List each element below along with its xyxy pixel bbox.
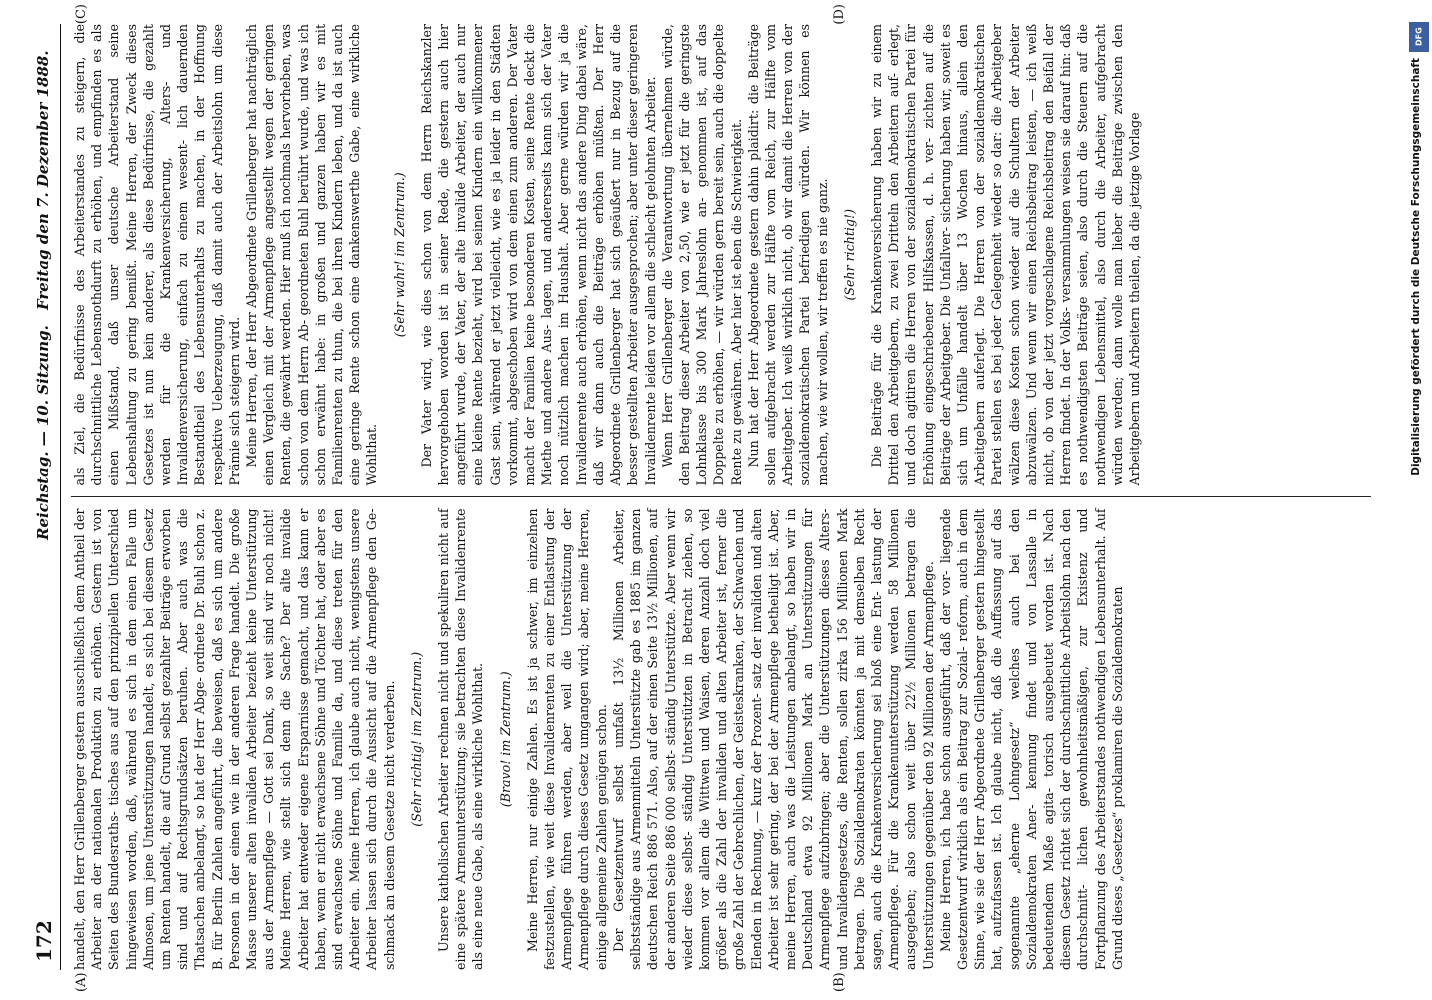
margin-marker-d: (D) <box>832 4 847 25</box>
paragraph: Unsere katholischen Arbeiter rechnen nicht und spekuliren nicht auf eine spätere Armenunterstützung; sie betrachten diese Invalidenrente als eine neue Gabe, als eine wirkliche Wohlthat. <box>436 508 486 970</box>
paragraph: Nun hat der Herr Abgeordnete gestern dahin plaidirt: die Beiträge sollen aufgebracht werden zur Hälfte vom Reich, zur Hälfte vom Arbeitgeber. Ich weiß wirklich nicht, ob wir damit die Herren von der sozialdemokratischen Partei befriedigen würden. Wir können es machen, wie wir wollen, wir treffen es nie ganz. <box>745 24 830 486</box>
session-date: Freitag den 7. Dezember 1888. <box>34 50 52 310</box>
dfg-digitization-stamp <box>1408 22 1430 482</box>
margin-marker-b: (B) <box>832 972 847 992</box>
stage-direction: (Sehr richtig! im Zentrum.) <box>408 651 424 827</box>
paragraph: Meine Herren, nur einige Zahlen. Es ist ja schwer, im einzelnen festzustellen, wie weit diese Invalidenrenten zu einer Entlastung der Armenpflege führen werden, aber weil die Unterstützung der Armenpflege durch dieses Gesetz umgangen wird; aber, meine Herren, einige allgemeine Zahlen genügen schon. <box>524 508 609 970</box>
text-columns <box>71 4 1371 992</box>
paragraph: Der Gesetzentwurf selbst umfaßt 13½ Millionen Arbeiter, selbstständige aus Armenmitteln Unterstützte gab es 1885 im ganzen deutschen Reich 886 571. Also, auf der einen Seite 13½ Millionen, auf der anderen Seite 886 000 selbst- ständig Unterstützte. Aber wenn wir wieder diese selbst- ständig Unterstützten in Betracht ziehen, so kommen vor allem die Wittwen und Waisen, deren Anzahl doch viel größer als die Zahl der invaliden und alten Arbeiter ist, ferner die große Zahl der Gebrechlichen, der Geisteskranken, der Schwachen und Elenden in Rechnung, — kurz der Prozent- satz der invaliden und alten Arbeiter ist sehr gering, der bei der Armenpflege betheiligt ist. Aber, meine Herren, auch was die Leistungen anbelangt, so haben wir in Deutschland etwa 92 Millionen Mark an Unterstützungen für Armenpflege aufzubringen; aber die Unterstützungen dieses Alters- und Invalidengesetzes, die Renten, sollen zirka 156 Millionen Mark betragen. Die Sozialdemokraten könnten ja mit demselben Recht sagen, auch die Krankenversicherung sei bloß eine Ent- lastung der Armenpflege. Für die Krankenunterstützung werden 58 Millionen ausgegeben; also schon weit über 22½ Millionen betragen die Unterstützungen gegenüber den 92 Millionen der Armenpflege. <box>610 508 936 970</box>
stage-direction: (Sehr richtig!) <box>841 209 857 301</box>
paragraph: Meine Herren, ich habe schon ausgeführt, daß der vor- liegende Gesetzentwurf wirklich als ein Beitrag zur Sozial- reform, auch in dem Sinne, wie sie der Herr Abgeordnete Grillenberger gestern hingestellt hat, aufzufassen ist. Ich glaube nicht, daß die Auffassung auf das sogenannte „eherne Lohngesetz“ welches auch bei den Sozialdemokraten Aner- kennung findet und von Lassalle in bedeutendem Maße agita- torisch ausgebeutet worden ist. Nach diesem Gesetz richtet sich der durchschnittliche Arbeitslohn nach den durchschnitt- lichen gewohnheitsmäßigen, zur Existenz und Fortpflanzung des Arbeiterstandes nothwendigen Lebensunterhalt. Auf Grund dieses „Gesetzes“ proklamiren die Sozialdemokraten <box>937 508 1125 970</box>
page-header <box>26 24 61 970</box>
paragraph: als Ziel, die Bedürfnisse des Arbeiterstandes zu steigern, die durchschnittliche Lebensnothdurft zu erhöhen, und empfinden es als einen Mißstand, daß unser deutsche Arbeiterstand seine Lebenshaltung zu gering bemißt. Meine Herren, der Zweck dieses Gesetzes ist nun kein anderer, als diese Bedürfnisse, die gezahlt werden für die Krankenversicherung, Alters- und Invalidenversicherung, einfach zu einem wesent- lich dauernden Bestandtheil des Lebensunterhalts zu machen, in der Hoffnung respektive Ueberzeugung, daß damit auch der Arbeitslohn um diese Prämie sich steigern wird. <box>72 24 242 486</box>
paragraph: Meine Herren, der Herr Abgeordnete Grillenberger hat nachträglich einen Vergleich mit der Armenpflege angestellt wegen der geringen Renten, die gewährt werden. Hier muß ich nochmals hervorheben, was schon von dem Herrn Ab- geordneten Buhl berührt wurde, und was ich schon erwähnt habe: in großen und ganzen haben wir es mit Familienrenten zu thun, die bei ihren Kindern leben, und da ist auch eine geringe Rente schon eine dankenswerthe Gabe, eine wirkliche Wohlthat. <box>244 24 380 486</box>
paragraph: Der Vater wird, wie dies schon von dem Herrn Reichskanzler hervorgehoben worden ist in seiner Rede, die gestern auch hier angeführt wurde, der Vater, der alte invalide Arbeiter, der auch nur eine kleine Rente bezieht, wird bei seinen Kindern ein willkommener Gast sein, während er jetzt vielleicht, wie es ja leider in den Städten vorkommt, abgeschoben wird von dem einen zum anderen. Der Vater macht der Familien keine besonderen Kosten, seine Rente deckt die Miethe und andere Aus- lagen, und andererseits kann sich der Vater noch nützlich machen im Haushalt. Aber gerne würden wir ja die Invalidenrente auch erhöhen, wenn nicht das andere Ding dabei wäre, daß wir dann auch die Beiträge erhöhen müßten. Der Herr Abgeordnete Grillenberger hat sich geäußert nur in Bezug auf die besser gestellten Arbeiter ausgesprochen; aber unter dieser geringeren Invalidenrente leiden vor allem die schlecht gelohnten Arbeiter. <box>418 24 658 486</box>
paragraph: Wenn Herr Grillenberger die Verantwortung übernehmen würde, den Beitrag dieser Arbeiter von 2,50, wie er jetzt für die geringste Lohnklasse bis 300 Mark Jahreslohn an- genommen ist, auf das Doppelte zu erhöhen, — wir würden gern bereit sein, auch die doppelte Rente zu gewähren. Aber hier ist eben die Schwierigkeit. <box>659 24 744 486</box>
column-right <box>71 4 1371 486</box>
page-number: 172 <box>32 920 56 962</box>
column-divider <box>71 497 1371 498</box>
stage-direction: (Bravo! im Zentrum.) <box>497 671 513 808</box>
stage-direction: (Sehr wahr! im Zentrum.) <box>391 172 407 338</box>
paragraph: Die Beiträge für die Krankenversicherung haben wir zu einem Drittel den Arbeitgebern, zu zwei Dritteln den Arbeitern auf- erlegt, und doch agitiren die Herren von der sozialdemokratischen Partei für Erhöhung eingeschriebener Hilfskassen, d. h. ver- zichten auf die Beiträge der Arbeitgeber. Die Unfallver- sicherung haben wir, soweit es sich um Unfälle handelt über 13 Wochen hinaus, allein den Arbeitgebern auferlegt. Die Herren von der sozialdemokratischen Partei stellen es bei jeder Gelegenheit wieder so dar: die Arbeitgeber wälzen diese Kosten schon wieder auf die Schultern der Arbeiter abzuwälzen. Und wenn wir einen Reichsbeitrag leisten, — ich weiß nicht, ob von der jetzt vorgeschlagene Reichsbeitrag den Beifall der Herren findet. In der Volks- versammlungen weisen sie darauf hin: daß es nothwendigsten Beiträge seien, also durch die Steuern auf die nothwendigen Lebensmittel, also durch die Arbeiter, aufgebracht würden werden; dann wolle man lieber die Beiträge zwischen den Arbeitgebern und Arbeitern theilen, da die jetzige Vorlage <box>868 24 1142 486</box>
dfg-logo: DFG <box>1409 22 1429 52</box>
margin-marker-a: (A) <box>74 972 89 992</box>
paragraph: handelt, den Herr Grillenberger gestern ausschließlich dem Antheil der Arbeiter an der nationalen Produktion zu erhöhen. Gestern ist von Seiten des Bundesraths- tisches aus auf den prinzipiellen Unterschied hingewiesen worden, daß, während es sich in dem einen Falle um Almosen, um jene Unterstützungen handelt, es sich bei diesem Gesetz um Renten handelt, die auf Grund selbst gezahlter Beiträge erworben sind und auf Rechtsgrundsätzen beruhen. Aber auch was die Thatsachen anbelangt, so hat der Herr Abge- ordnete Dr. Buhl schon z. B. für Berlin Zahlen angeführt, die beweisen, daß es sich um andere Personen in der einen wie in der anderen Frage handelt. Die große Masse unserer alten invaliden Arbeiter bezieht keine Unterstützung aus der Armenpflege — Gott sei Dank, so weit sind wir noch nicht! Meine Herren, wie stellt sich denn die Sache? Der alte invalide Arbeiter hat entweder eigene Ersparnisse gemacht, und das kann er haben, wenn er nicht erwachsene Söhne und Töchter hat, oder aber es sind erwachsene Söhne und Familie da, und diese treten für den Arbeiter ein. Meine Herren, ich glaube auch nicht, wenigstens unsere Arbeiter lassen sich durch die Aussicht auf die Armenpflege den Ge- schmack an diesem Gesetze nicht verderben. <box>72 508 397 970</box>
margin-marker-c: (C) <box>74 4 89 25</box>
column-left <box>71 508 1371 992</box>
session-title: Reichstag. — 10. Sitzung. <box>34 325 52 540</box>
dfg-credit-text: Digitalisierung gefördert durch die Deutsche Forschungsgemeinschaft <box>1410 58 1422 476</box>
